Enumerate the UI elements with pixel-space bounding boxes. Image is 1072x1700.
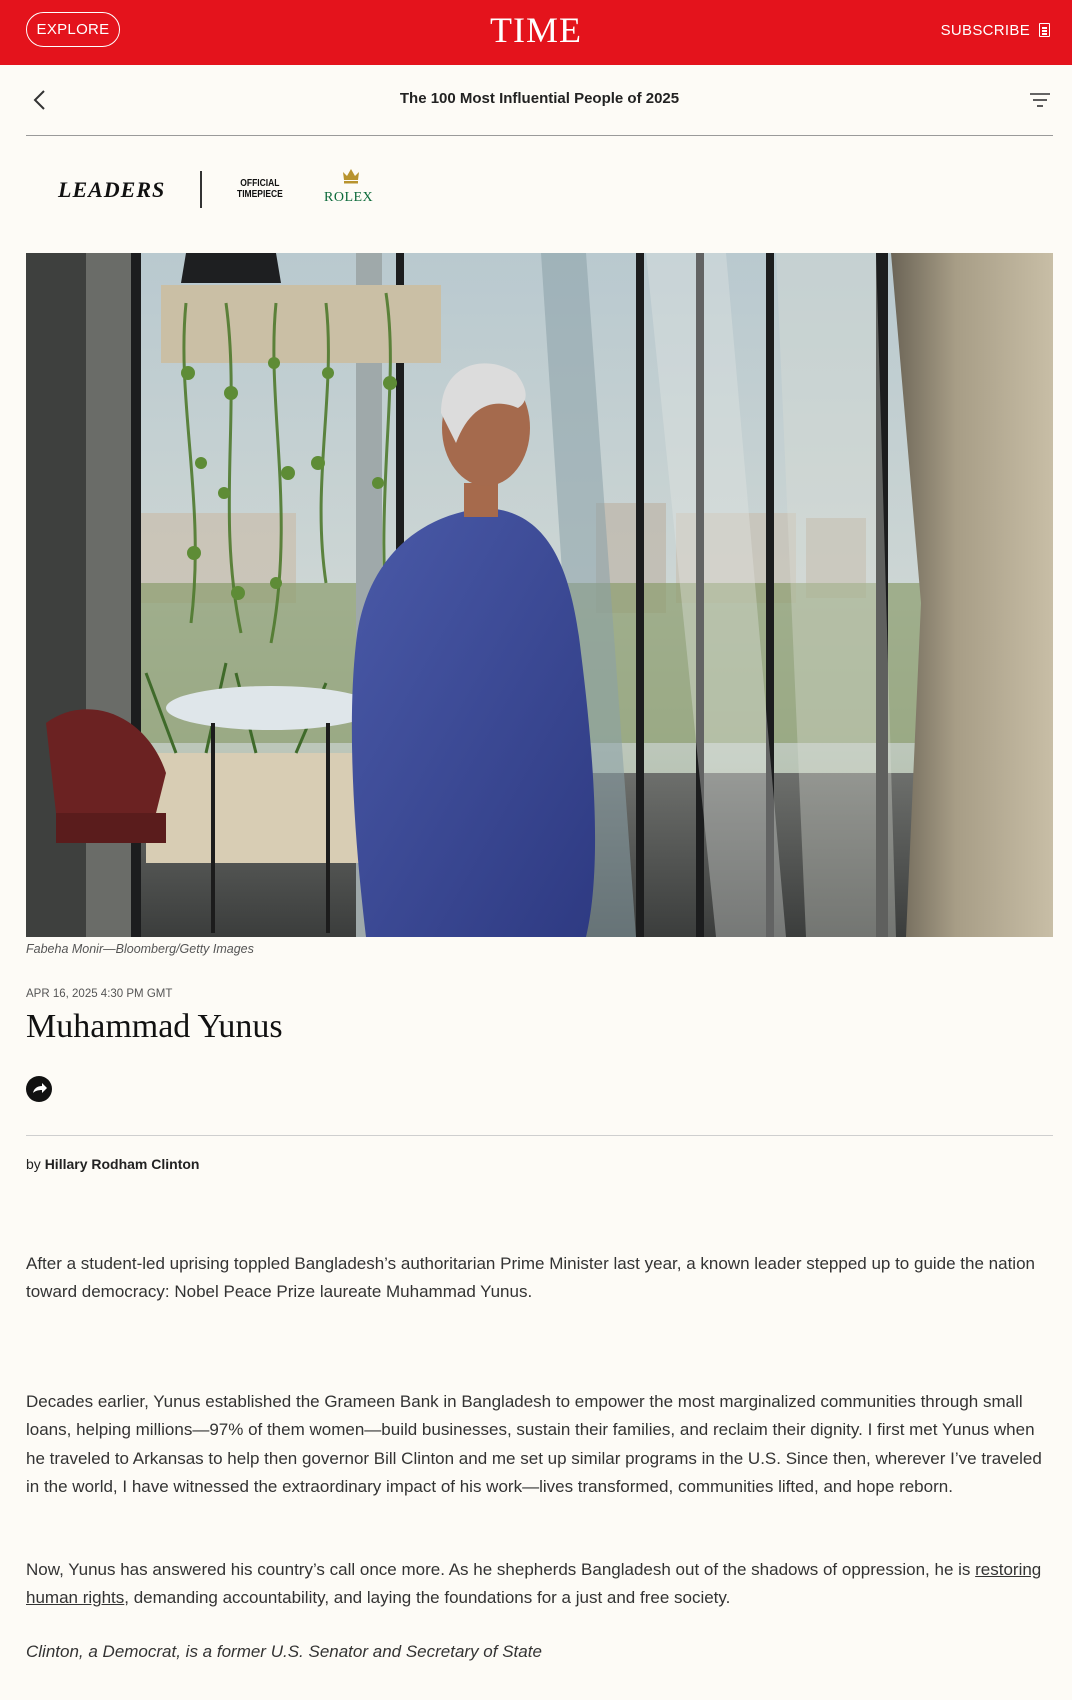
explore-button[interactable]: EXPLORE	[26, 12, 120, 47]
crown-icon	[342, 168, 360, 184]
byline-author[interactable]: Hillary Rodham Clinton	[44, 1156, 200, 1172]
article-paragraph: After a student-led uprising toppled Bangladesh’s authoritarian Prime Minister last year, a known leader stepped up to guide the nation toward democracy: Nobel Peace Prize laureate Muhammad Yunus.	[26, 1254, 1035, 1302]
time-logo[interactable]: TIME	[490, 10, 582, 50]
section-title[interactable]: The 100 Most Influential People of 2025	[399, 90, 680, 107]
official-timepiece-label	[237, 178, 283, 200]
article-paragraph: Decades earlier, Yunus established the Grameen Bank in Bangladesh to empower the most marginalized communities through small loans, helping millions—97% of them women—build businesses, sustain their families, and reclaim their dignity. I first met Yunus when he traveled to Arkansas to help then governor Bill Clinton and me set up similar programs in the U.S. Since then, wherever I’ve traveled in the world, I have witnessed the extraordinary impact of his work—lives transformed, communities lifted, and hope reborn.	[26, 1392, 1042, 1497]
header-divider	[26, 1135, 1053, 1136]
subscribe-label: SUBSCRIBE	[940, 21, 1030, 39]
hero-photo	[26, 253, 1053, 937]
sponsor-divider	[200, 171, 202, 208]
section-nav	[26, 65, 1053, 136]
article-title: Muhammad Yunus	[26, 1008, 283, 1045]
author-note: Clinton, a Democrat, is a former U.S. Senator and Secretary of State	[26, 1642, 542, 1661]
byline-prefix: by	[26, 1156, 45, 1172]
category-label: LEADERS	[58, 177, 166, 202]
article-paragraph	[26, 1556, 1056, 1613]
paragraph-text: Now, Yunus has answered his country’s call once more. As he shepherds Bangladesh out of the shadows of oppression, he is	[26, 1560, 976, 1579]
paragraph-text: , demanding accountability, and laying the foundations for a just and free society.	[124, 1588, 731, 1608]
hero-illustration	[26, 253, 1053, 937]
sponsor-banner	[26, 168, 426, 212]
official-line: OFFICIAL	[240, 178, 280, 189]
photo-credit: Fabeha Monir—Bloomberg/Getty Images	[26, 942, 254, 956]
human-rights-link[interactable]: restoring human rights	[26, 1560, 1042, 1608]
magazine-icon	[1039, 23, 1050, 37]
publish-date: APR 16, 2025 4:30 PM GMT	[26, 988, 173, 1000]
byline	[26, 1156, 199, 1172]
filter-icon[interactable]	[1029, 90, 1051, 110]
share-icon[interactable]	[26, 1076, 52, 1102]
sponsor-brand[interactable]: ROLEX	[324, 190, 374, 205]
timepiece-line: TIMEPIECE	[237, 189, 283, 200]
top-bar	[0, 0, 1072, 65]
subscribe-button[interactable]	[941, 20, 1050, 40]
